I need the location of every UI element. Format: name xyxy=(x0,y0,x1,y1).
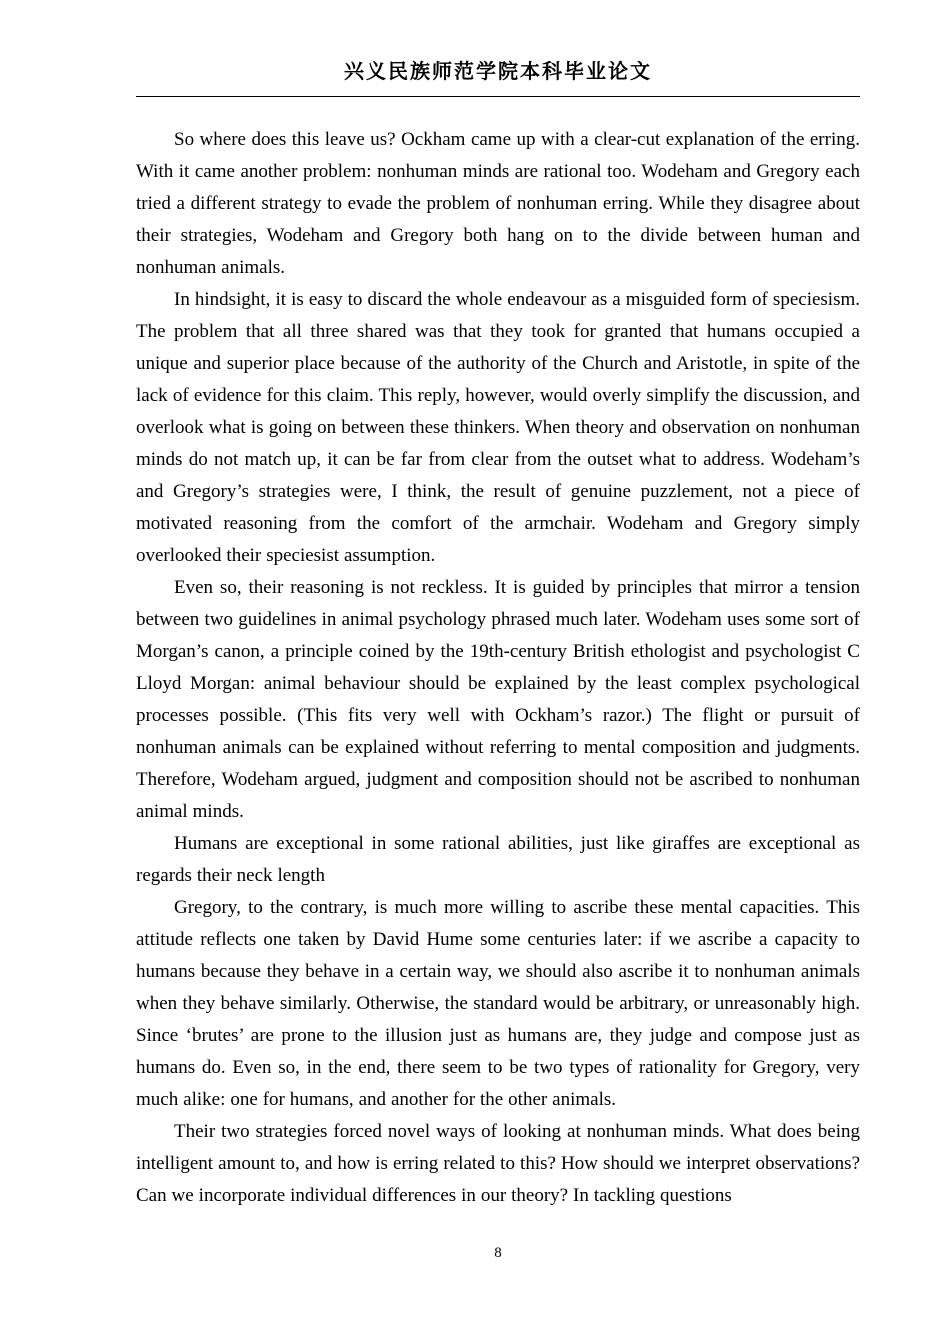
header-divider xyxy=(136,96,860,97)
page-footer xyxy=(136,1244,860,1262)
paragraph: In hindsight, it is easy to discard the whole endeavour as a misguided form of speciesism. The problem that all three shared was that they took for granted that humans occupied a unique and superior place because of the authority of the Church and Aristotle, in spite of the lack of evidence for this claim. This reply, however, would overly simplify the discussion, and overlook what is going on between these thinkers. When theory and observation on nonhuman minds do not match up, it can be far from clear from the outset what to address. Wodeham’s and Gregory’s strategies were, I think, the result of genuine puzzlement, not a piece of motivated reasoning from the comfort of the armchair. Wodeham and Gregory simply overlooked their speciesist assumption. xyxy=(136,289,860,566)
paragraph: Their two strategies forced novel ways of looking at nonhuman minds. What does being intelligent amount to, and how is erring related to this? How should we interpret observations? Can we incorporate individual differences in our theory? In tackling questions xyxy=(136,1121,860,1206)
page-number: 8 xyxy=(494,1245,502,1261)
paragraph: Humans are exceptional in some rational abilities, just like giraffes are exceptional as regards their neck length xyxy=(136,833,860,886)
paragraph: Even so, their reasoning is not reckless. It is guided by principles that mirror a tension between two guidelines in animal psychology phrased much later. Wodeham uses some sort of Morgan’s canon, a principle coined by the 19th-century British ethologist and psychologist C Lloyd Morgan: animal behaviour should be explained by the least complex psychological processes possible. (This fits very well with Ockham’s razor.) The flight or pursuit of nonhuman animals can be explained without referring to mental composition and judgments. Therefore, Wodeham argued, judgment and composition should not be ascribed to nonhuman animal minds. xyxy=(136,577,860,822)
paragraph: Gregory, to the contrary, is much more willing to ascribe these mental capacities. This attitude reflects one taken by David Hume some centuries later: if we ascribe a capacity to humans because they behave in a certain way, we should also ascribe it to nonhuman animals when they behave similarly. Otherwise, the standard would be arbitrary, or unreasonably high. Since ‘brutes’ are prone to the illusion just as humans are, they judge and compose just as humans do. Even so, in the end, there seem to be two types of rationality for Gregory, very much alike: one for humans, and another for the other animals. xyxy=(136,897,860,1110)
document-body xyxy=(136,124,860,1212)
paragraph: So where does this leave us? Ockham came up with a clear-cut explanation of the erring. With it came another problem: nonhuman minds are rational too. Wodeham and Gregory each tried a different strategy to evade the problem of nonhuman erring. While they disagree about their strategies, Wodeham and Gregory both hang on to the divide between human and nonhuman animals. xyxy=(136,129,860,278)
header-title: 兴义民族师范学院本科毕业论文 xyxy=(344,59,652,83)
running-header xyxy=(136,58,860,84)
